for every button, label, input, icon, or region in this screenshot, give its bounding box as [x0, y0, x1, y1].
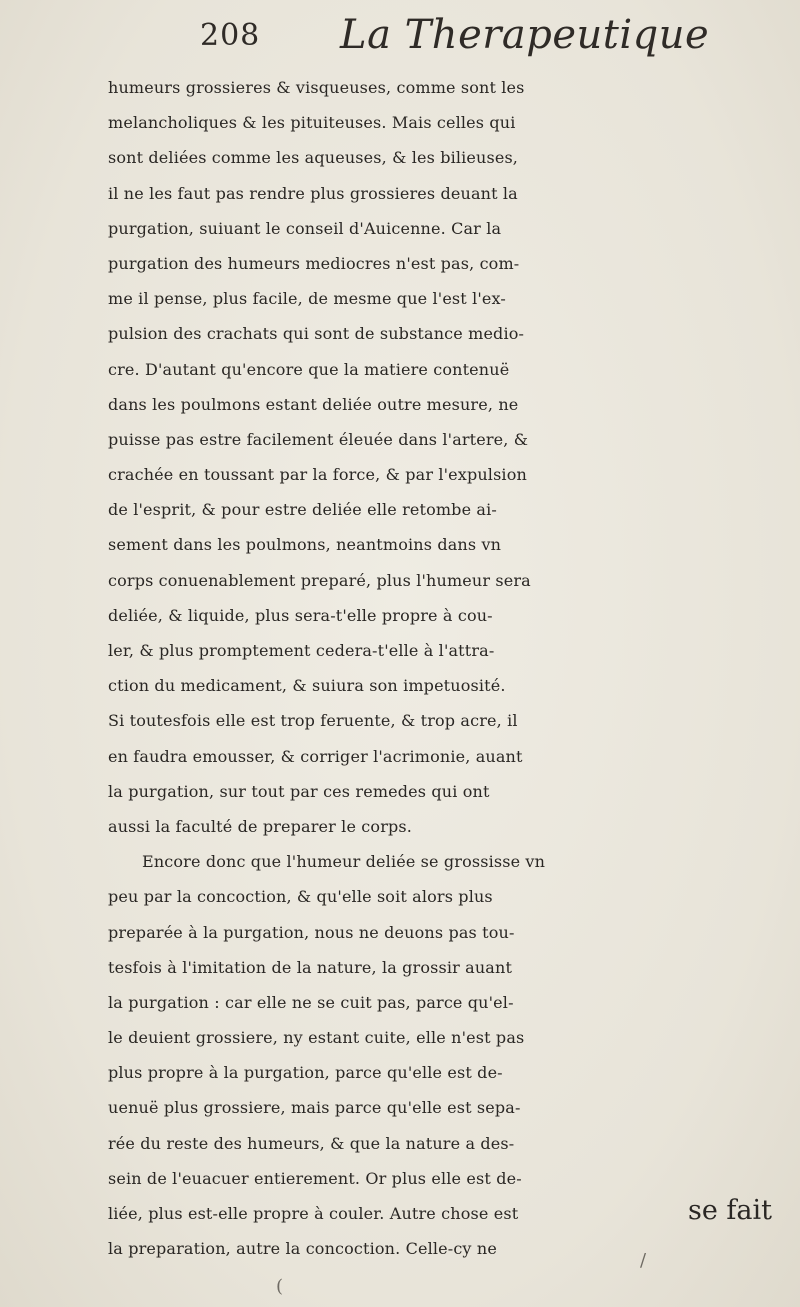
text-line: dans les poulmons estant deliée outre mesure, ne: [108, 394, 519, 414]
text-line: purgation des humeurs mediocres n'est pas, com-: [108, 253, 520, 273]
text-line: aussi la faculté de preparer le corps.: [108, 816, 412, 836]
text-line: Encore donc que l'humeur deliée se grossisse vn: [142, 852, 546, 872]
text-line: crachée en toussant par la force, & par l'expulsion: [108, 465, 527, 485]
text-line: preparée à la purgation, nous ne deuons pas tou-: [108, 922, 515, 942]
paper-speck: (: [276, 1276, 284, 1297]
text-line: la purgation : car elle ne se cuit pas, parce qu'el-: [108, 992, 514, 1012]
text-line: Si toutesfois elle est trop feruente, & trop acre, il: [108, 711, 518, 731]
text-line: il ne les faut pas rendre plus grossieres deuant la: [108, 183, 518, 203]
text-line: le deuient grossiere, ny estant cuite, elle n'est pas: [108, 1028, 525, 1048]
text-line: me il pense, plus facile, de mesme que l'est l'ex-: [108, 289, 506, 309]
body-text: [108, 70, 768, 1266]
text-line: puisse pas estre facilement éleuée dans l'artere, &: [108, 429, 529, 449]
text-line: uenuë plus grossiere, mais parce qu'elle est sepa-: [108, 1098, 521, 1118]
text-line: sont deliées comme les aqueuses, & les bilieuses,: [108, 148, 519, 168]
text-line: de l'esprit, & pour estre deliée elle retombe ai-: [108, 500, 497, 520]
text-line: tesfois à l'imitation de la nature, la grossir auant: [108, 957, 513, 977]
running-title: La Therapeutique: [340, 12, 710, 58]
text-line: plus propre à la purgation, parce qu'elle est de-: [108, 1063, 503, 1083]
text-line: deliée, & liquide, plus sera-t'elle propre à cou-: [108, 605, 493, 625]
text-line: purgation, suiuant le conseil d'Auicenne. Car la: [108, 218, 502, 238]
text-line: en faudra emousser, & corriger l'acrimonie, auant: [108, 746, 523, 766]
text-line: peu par la concoction, & qu'elle soit alors plus: [108, 887, 493, 907]
catchword: se fait: [688, 1195, 772, 1226]
text-line: melancholiques & les pituiteuses. Mais celles qui: [108, 113, 516, 133]
text-line: la preparation, autre la concoction. Celle-cy ne: [108, 1239, 497, 1259]
text-line: la purgation, sur tout par ces remedes qui ont: [108, 781, 490, 801]
text-line: corps conuenablement preparé, plus l'humeur sera: [108, 570, 531, 590]
text-line: humeurs grossieres & visqueuses, comme sont les: [108, 78, 525, 97]
page-header: [200, 10, 720, 70]
text-line: sement dans les poulmons, neantmoins dans vn: [108, 535, 502, 555]
text-line: ction du medicament, & suiura son impetuosité.: [108, 676, 506, 696]
paper-speck: /: [640, 1250, 647, 1271]
page-number: 208: [200, 18, 261, 53]
text-line: sein de l'euacuer entierement. Or plus elle est de-: [108, 1168, 522, 1188]
text-line: liée, plus est-elle propre à couler. Autre chose est: [108, 1204, 519, 1223]
text-line: ler, & plus promptement cedera-t'elle à l'attra-: [108, 641, 495, 660]
text-line: pulsion des crachats qui sont de substance medio-: [108, 324, 525, 344]
text-line: cre. D'autant qu'encore que la matiere contenuë: [108, 359, 510, 379]
text-line: rée du reste des humeurs, & que la nature a des-: [108, 1133, 515, 1153]
